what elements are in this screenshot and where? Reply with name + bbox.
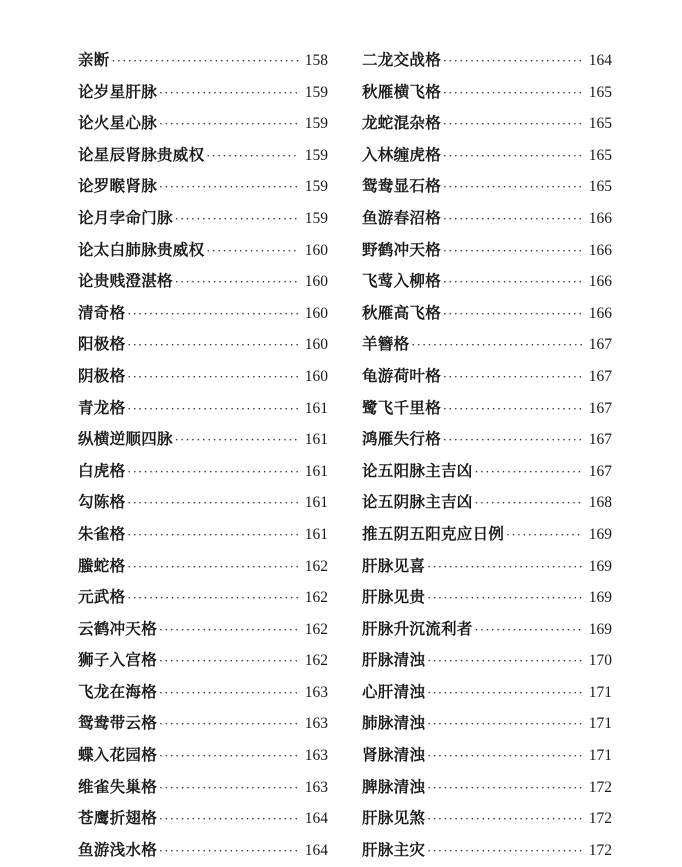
toc-entry[interactable]: [362, 550, 612, 582]
toc-entry[interactable]: [362, 613, 612, 645]
dot-leader: [206, 236, 299, 268]
toc-entry-page-number: 161: [304, 462, 328, 480]
dot-leader: [427, 804, 583, 836]
toc-entry-title: 肝脉见煞: [362, 808, 426, 828]
dot-leader: [159, 615, 299, 647]
toc-entry[interactable]: [78, 139, 328, 171]
dot-leader: [159, 709, 299, 741]
toc-entry-page-number: 164: [304, 841, 328, 859]
dot-leader: [427, 836, 583, 867]
toc-entry-page-number: 164: [588, 52, 612, 69]
dot-leader: [127, 583, 299, 615]
toc-entry-page-number: 161: [304, 525, 328, 543]
toc-entry-title: 论贵贱澄湛格: [78, 271, 173, 291]
toc-entry-page-number: 165: [588, 83, 612, 101]
dot-leader: [443, 78, 583, 110]
toc-entry-page-number: 160: [304, 241, 328, 259]
toc-entry-title: 螣蛇格: [78, 555, 126, 575]
dot-leader: [443, 204, 583, 236]
toc-entry-title: 论星辰肾脉贵威权: [78, 144, 205, 164]
toc-entry-title: 肾脉清浊: [362, 745, 426, 765]
toc-entry-page-number: 159: [304, 115, 328, 133]
toc-entry-page-number: 167: [588, 336, 612, 354]
toc-entry-title: 肝脉升沉流利者: [362, 618, 473, 638]
toc-entry[interactable]: [362, 644, 612, 676]
toc-entry[interactable]: [362, 802, 612, 834]
toc-entry-title: 二龙交战格: [362, 50, 442, 69]
toc-entry-page-number: 159: [304, 83, 328, 101]
dot-leader: [175, 425, 299, 457]
toc-entry-page-number: 162: [304, 620, 328, 638]
toc-entry-title: 羊簪格: [362, 334, 410, 354]
dot-leader: [475, 457, 583, 489]
toc-entry[interactable]: [362, 518, 612, 550]
toc-entry-title: 龙蛇混杂格: [362, 113, 442, 133]
toc-entry-page-number: 165: [588, 115, 612, 133]
dot-leader: [443, 46, 583, 78]
toc-entry[interactable]: [78, 202, 328, 234]
toc-entry-title: 阳极格: [78, 334, 126, 354]
toc-entry-title: 秋雁横飞格: [362, 81, 442, 101]
toc-entry-title: 苍鹰折翅格: [78, 808, 158, 828]
toc-entry-page-number: 169: [588, 557, 612, 575]
toc-entry-title: 秋雁高飞格: [362, 302, 442, 322]
toc-entry[interactable]: [78, 328, 328, 360]
toc-entry-title: 狮子入宫格: [78, 650, 158, 670]
toc-entry-page-number: 166: [588, 209, 612, 227]
toc-entry-title: 鱼游春沼格: [362, 207, 442, 227]
toc-entry[interactable]: [78, 707, 328, 739]
toc-entry[interactable]: [78, 265, 328, 297]
toc-entry[interactable]: [78, 107, 328, 139]
toc-entry-page-number: 163: [304, 683, 328, 701]
toc-entry-title: 鸳鸯显石格: [362, 176, 442, 196]
toc-left-column: [78, 44, 328, 865]
toc-entry-title: 鸿雁失行格: [362, 429, 442, 449]
toc-entry-page-number: 167: [588, 367, 612, 385]
dot-leader: [127, 299, 299, 331]
toc-entry-page-number: 166: [588, 241, 612, 259]
toc-entry-title: 维雀失巢格: [78, 776, 158, 796]
toc-entry-title: 论太白肺脉贵威权: [78, 239, 205, 259]
toc-entry-title: 元武格: [78, 587, 126, 607]
toc-entry[interactable]: [78, 644, 328, 676]
dot-leader: [159, 78, 299, 110]
toc-entry-page-number: 169: [588, 620, 612, 638]
toc-entry-title: 白虎格: [78, 460, 126, 480]
toc-entry-title: 肝脉清浊: [362, 650, 426, 670]
toc-entry[interactable]: [362, 739, 612, 771]
dot-leader: [112, 46, 299, 78]
toc-entry-title: 阴极格: [78, 365, 126, 385]
toc-entry-page-number: 168: [588, 494, 612, 512]
toc-entry-page-number: 163: [304, 747, 328, 765]
toc-entry-title: 论五阴脉主吉凶: [362, 492, 473, 512]
toc-entry-page-number: 166: [588, 304, 612, 322]
toc-entry-title: 肺脉清浊: [362, 713, 426, 733]
toc-entry[interactable]: [78, 76, 328, 108]
toc-entry[interactable]: [362, 265, 612, 297]
toc-entry-page-number: 171: [588, 715, 612, 733]
toc-entry[interactable]: [362, 328, 612, 360]
toc-entry-title: 论火星心脉: [78, 113, 158, 133]
toc-entry-title: 论五阳脉主吉凶: [362, 460, 473, 480]
toc-entry-page-number: 160: [304, 336, 328, 354]
toc-entry-title: 野鹤冲天格: [362, 239, 442, 259]
toc-entry-title: 勾陈格: [78, 492, 126, 512]
dot-leader: [127, 330, 299, 362]
toc-entry-page-number: 171: [588, 683, 612, 701]
toc-entry-page-number: 159: [304, 209, 328, 227]
toc-entry-title: 推五阴五阳克应日例: [362, 523, 505, 543]
toc-entry[interactable]: [78, 739, 328, 771]
dot-leader: [127, 457, 299, 489]
dot-leader: [443, 172, 583, 204]
toc-entry-page-number: 159: [304, 178, 328, 196]
toc-entry[interactable]: [362, 423, 612, 455]
toc-entry-page-number: 160: [304, 367, 328, 385]
toc-entry[interactable]: [362, 44, 612, 76]
toc-entry[interactable]: [78, 581, 328, 613]
toc-entry-title: 龟游荷叶格: [362, 365, 442, 385]
toc-entry-page-number: 162: [304, 652, 328, 670]
toc-entry-page-number: 163: [304, 715, 328, 733]
toc-entry-title: 肝脉见贵: [362, 587, 426, 607]
dot-leader: [175, 267, 299, 299]
dot-leader: [443, 267, 583, 299]
dot-leader: [127, 552, 299, 584]
toc-entry[interactable]: [362, 707, 612, 739]
toc-entry-page-number: 167: [588, 462, 612, 480]
toc-entry-page-number: 160: [304, 304, 328, 322]
toc-entry-page-number: 159: [304, 146, 328, 164]
toc-entry-title: 论罗睺肾脉: [78, 176, 158, 196]
dot-leader: [127, 362, 299, 394]
dot-leader: [427, 646, 583, 678]
toc-entry-title: 纵横逆顺四脉: [78, 429, 173, 449]
toc-entry[interactable]: [78, 455, 328, 487]
toc-entry[interactable]: [78, 771, 328, 803]
dot-leader: [443, 141, 583, 173]
toc-entry[interactable]: [78, 550, 328, 582]
dot-leader: [443, 299, 583, 331]
dot-leader: [427, 583, 583, 615]
toc-entry[interactable]: [78, 834, 328, 866]
toc-entry[interactable]: [362, 360, 612, 392]
toc-entry-title: 鹭飞千里格: [362, 397, 442, 417]
toc-entry[interactable]: [78, 802, 328, 834]
dot-leader: [127, 394, 299, 426]
toc-entry-page-number: 167: [588, 399, 612, 417]
toc-entry[interactable]: [362, 834, 612, 866]
toc-entry-title: 飞龙在海格: [78, 681, 158, 701]
toc-entry-title: 论月孛命门脉: [78, 207, 173, 227]
toc-entry-title: 青龙格: [78, 397, 126, 417]
toc-entry-page-number: 171: [588, 747, 612, 765]
dot-leader: [427, 552, 583, 584]
toc-entry[interactable]: [78, 44, 328, 76]
toc-entry[interactable]: [362, 771, 612, 803]
toc-entry[interactable]: [362, 202, 612, 234]
toc-entry-page-number: 172: [588, 841, 612, 859]
dot-leader: [159, 773, 299, 805]
toc-entry-title: 论岁星肝脉: [78, 81, 158, 101]
dot-leader: [411, 330, 583, 362]
dot-leader: [443, 236, 583, 268]
toc-entry-title: 清奇格: [78, 302, 126, 322]
toc-entry[interactable]: [362, 234, 612, 266]
toc-entry[interactable]: [78, 234, 328, 266]
dot-leader: [206, 141, 299, 173]
toc-entry-title: 蝶入花园格: [78, 745, 158, 765]
toc-entry-title: 亲断: [78, 50, 110, 69]
dot-leader: [127, 520, 299, 552]
toc-entry-page-number: 172: [588, 778, 612, 796]
dot-leader: [127, 488, 299, 520]
dot-leader: [159, 678, 299, 710]
dot-leader: [443, 109, 583, 141]
toc-entry[interactable]: [362, 297, 612, 329]
toc-entry-title: 飞莺入柳格: [362, 271, 442, 291]
toc-entry-page-number: 161: [304, 494, 328, 512]
toc-entry-page-number: 162: [304, 589, 328, 607]
toc-entry[interactable]: [78, 392, 328, 424]
toc-entry-page-number: 160: [304, 273, 328, 291]
dot-leader: [475, 488, 583, 520]
dot-leader: [506, 520, 583, 552]
dot-leader: [175, 204, 299, 236]
toc-entry[interactable]: [78, 518, 328, 550]
toc-entry-page-number: 172: [588, 810, 612, 828]
dot-leader: [475, 615, 583, 647]
toc-entry-page-number: 163: [304, 778, 328, 796]
toc-entry-page-number: 164: [304, 810, 328, 828]
toc-entry[interactable]: [78, 676, 328, 708]
toc-entry-page-number: 169: [588, 589, 612, 607]
toc-entry-page-number: 161: [304, 399, 328, 417]
dot-leader: [443, 362, 583, 394]
dot-leader: [427, 678, 583, 710]
toc-entry-title: 云鹤冲天格: [78, 618, 158, 638]
toc-entry[interactable]: [78, 170, 328, 202]
toc-entry[interactable]: [78, 360, 328, 392]
dot-leader: [427, 773, 583, 805]
toc-entry-title: 朱雀格: [78, 523, 126, 543]
dot-leader: [159, 804, 299, 836]
toc-entry-title: 入林缠虎格: [362, 144, 442, 164]
toc-entry[interactable]: [362, 392, 612, 424]
toc-entry-title: 肝脉主灾: [362, 839, 426, 859]
toc-entry-page-number: 162: [304, 557, 328, 575]
toc-entry-title: 鱼游浅水格: [78, 839, 158, 859]
toc-entry[interactable]: [362, 486, 612, 518]
dot-leader: [159, 172, 299, 204]
toc-entry-title: 鸳鸯带云格: [78, 713, 158, 733]
toc-right-column: [362, 44, 612, 865]
toc-entry-title: 心肝清浊: [362, 681, 426, 701]
dot-leader: [159, 109, 299, 141]
dot-leader: [427, 709, 583, 741]
toc-entry-title: 脾脉清浊: [362, 776, 426, 796]
dot-leader: [159, 741, 299, 773]
toc-entry[interactable]: [362, 139, 612, 171]
toc-entry[interactable]: [362, 581, 612, 613]
dot-leader: [427, 741, 583, 773]
toc-entry-page-number: 158: [304, 52, 328, 69]
toc-entry[interactable]: [78, 486, 328, 518]
toc-entry-page-number: 167: [588, 431, 612, 449]
toc-entry[interactable]: [362, 455, 612, 487]
toc-entry[interactable]: [362, 170, 612, 202]
dot-leader: [159, 646, 299, 678]
dot-leader: [159, 836, 299, 867]
toc-entry-page-number: 170: [588, 652, 612, 670]
toc-entry-page-number: 165: [588, 178, 612, 196]
toc-entry-page-number: 169: [588, 525, 612, 543]
toc-entry[interactable]: [362, 676, 612, 708]
dot-leader: [443, 425, 583, 457]
toc-entry-page-number: 165: [588, 146, 612, 164]
toc-entry[interactable]: [78, 423, 328, 455]
dot-leader: [443, 394, 583, 426]
toc-entry[interactable]: [78, 613, 328, 645]
toc-entry-page-number: 161: [304, 431, 328, 449]
toc-entry[interactable]: [362, 107, 612, 139]
toc-entry-title: 肝脉见喜: [362, 555, 426, 575]
toc-entry[interactable]: [362, 76, 612, 108]
toc-entry[interactable]: [78, 297, 328, 329]
toc-entry-page-number: 166: [588, 273, 612, 291]
